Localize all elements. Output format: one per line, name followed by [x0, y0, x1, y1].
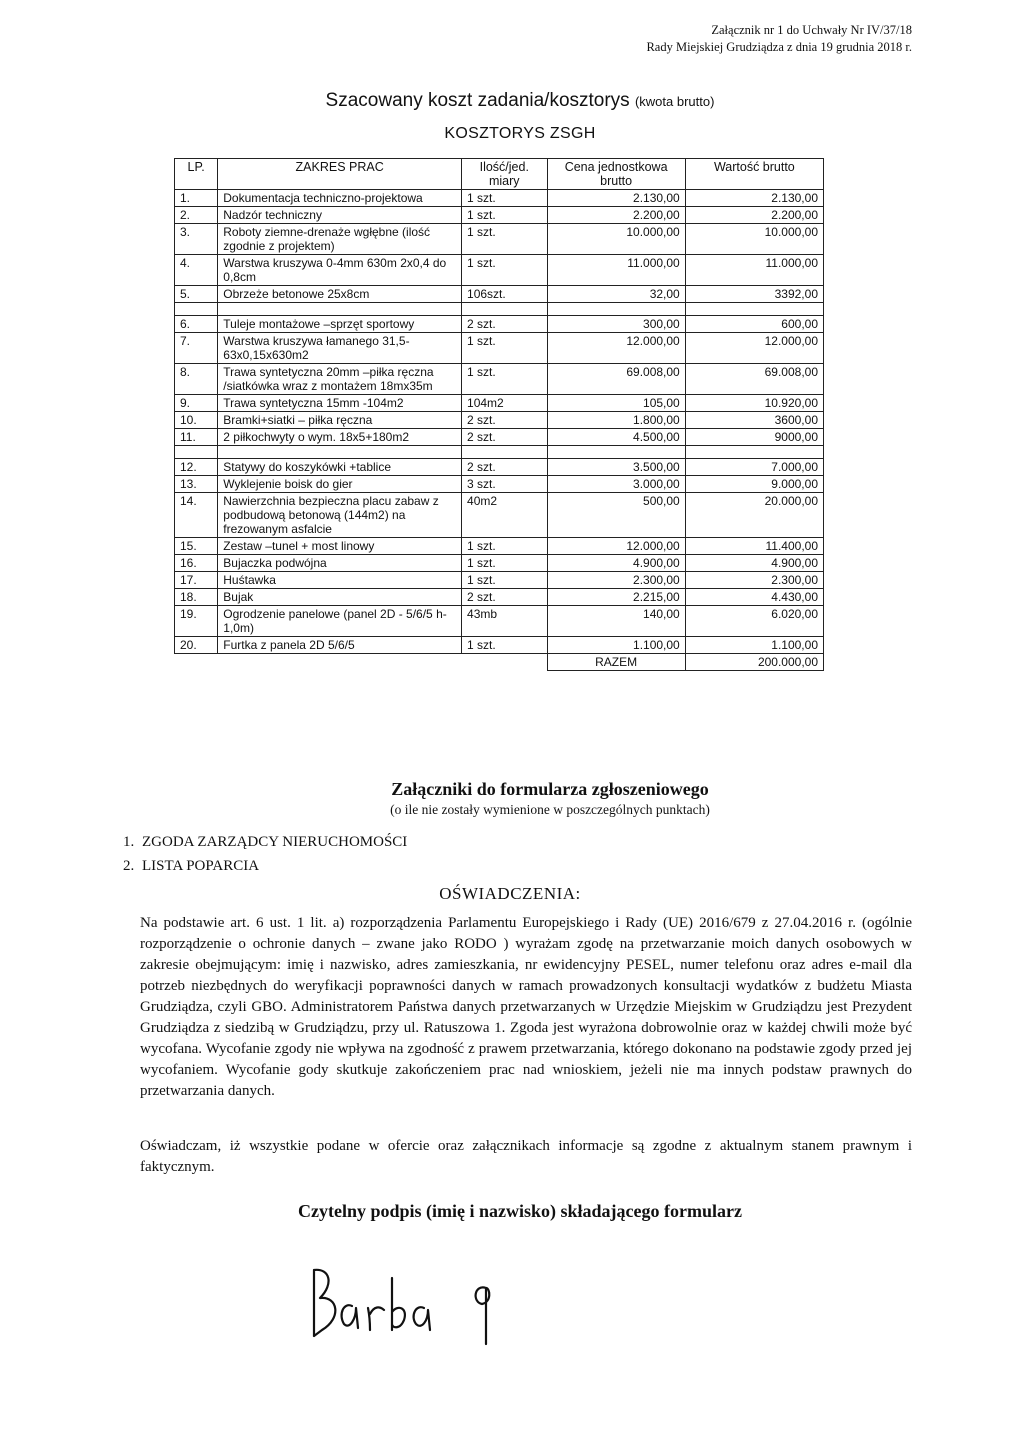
- table-row: [175, 395, 824, 412]
- sum-value: 200.000,00: [685, 654, 823, 671]
- attachment-item: 1. ZGODA ZARZĄDCY NIERUCHOMOŚCI: [138, 830, 407, 854]
- cell-total: 11.000,00: [685, 255, 823, 286]
- header-line-2: Rady Miejskiej Grudziądza z dnia 19 grudnia 2018 r.: [646, 40, 912, 54]
- cell-unit-price: 500,00: [547, 493, 685, 538]
- cell-lp: 4.: [175, 255, 218, 286]
- cell-lp: 11.: [175, 429, 218, 446]
- cell-lp: 13.: [175, 476, 218, 493]
- cell-scope: Warstwa kruszywa łamanego 31,5-63x0,15x630m2: [218, 333, 462, 364]
- cell-scope: 2 piłkochwyty o wym. 18x5+180m2: [218, 429, 462, 446]
- cost-title-main: Szacowany koszt zadania/kosztorys: [325, 90, 630, 111]
- cell-unit-price: 1.100,00: [547, 637, 685, 654]
- table-header-row: [175, 159, 824, 190]
- cell-lp: 3.: [175, 224, 218, 255]
- cell-scope: Zestaw –tunel + most linowy: [218, 538, 462, 555]
- cell-qty: 2 szt.: [462, 316, 547, 333]
- header-scope: ZAKRES PRAC: [218, 159, 462, 190]
- sum-empty-cell: [218, 654, 462, 671]
- cell-total: 10.000,00: [685, 224, 823, 255]
- cell-lp: 12.: [175, 459, 218, 476]
- table-spacer-row: [175, 303, 824, 316]
- spacer-cell: [685, 303, 823, 316]
- cell-lp: 15.: [175, 538, 218, 555]
- cell-unit-price: 11.000,00: [547, 255, 685, 286]
- cell-qty: 43mb: [462, 606, 547, 637]
- cell-scope: Huśtawka: [218, 572, 462, 589]
- table-row: [175, 286, 824, 303]
- table-sum-row: [175, 654, 824, 671]
- cost-table-body: [175, 190, 824, 671]
- cell-lp: 19.: [175, 606, 218, 637]
- table-row: [175, 255, 824, 286]
- cell-qty: 3 szt.: [462, 476, 547, 493]
- cell-qty: 2 szt.: [462, 459, 547, 476]
- cell-total: 4.900,00: [685, 555, 823, 572]
- cell-unit-price: 69.008,00: [547, 364, 685, 395]
- cost-table: [174, 158, 824, 671]
- cell-lp: 18.: [175, 589, 218, 606]
- gdpr-consent-paragraph: Na podstawie art. 6 ust. 1 lit. a) rozporządzenia Parlamentu Europejskiego i Rady (UE) 2016/679 z 27.04.2016 r. (ogólnie rozporządzenie o ochronie danych – zwane jako RODO ) wyrażam zgodę na przetwarzanie moich danych osobowych w zakresie obejmującym: imię i nazwisko, adres zamieszkania, nr ewidencyjny PESEL, numer telefonu oraz adres e-mail dla potrzeb niezbędnych do weryfikacji poprawności danych w ramach prowadzonych konsultacji wydatków z budżetu Miasta Grudziądza, czyli GBO. Administratorem Państwa danych przetwarzanych w Urzędzie Miejskim w Grudziądzu jest Prezydent Grudziądza z siedzibą w Grudziądzu, przy ul. Ratuszowa 1. Zgoda jest wyrażona dobrowolnie oraz w każdej chwili może być wycofana. Wycofanie zgody nie wpływa na zgodność z prawem przetwarzania, którego dokonano na podstawie zgody przed jej wycofaniem. Wycofanie gody skutkuje zakończeniem prac nad wnioskiem, jeżeli nie ma innych podstaw prawnych do przetwarzania danych.: [140, 915, 912, 1099]
- cell-scope: Warstwa kruszywa 0-4mm 630m 2x0,4 do 0,8cm: [218, 255, 462, 286]
- spacer-cell: [462, 303, 547, 316]
- cell-scope: Obrzeże betonowe 25x8cm: [218, 286, 462, 303]
- cell-scope: Trawa syntetyczna 20mm –piłka ręczna /siatkówka wraz z montażem 18mx35m: [218, 364, 462, 395]
- handwritten-signature: [300, 1258, 520, 1348]
- cell-scope: Statywy do koszykówki +tablice: [218, 459, 462, 476]
- sum-empty-cell: [462, 654, 547, 671]
- cell-unit-price: 2.300,00: [547, 572, 685, 589]
- header-total: Wartość brutto: [685, 159, 823, 190]
- cell-lp: 17.: [175, 572, 218, 589]
- cell-qty: 104m2: [462, 395, 547, 412]
- cell-total: 12.000,00: [685, 333, 823, 364]
- cell-qty: 1 szt.: [462, 255, 547, 286]
- header-unit-price: Cena jednostkowa brutto: [547, 159, 685, 190]
- spacer-cell: [462, 446, 547, 459]
- header-lp: LP.: [175, 159, 218, 190]
- document-header: [492, 22, 912, 56]
- cost-title-note: (kwota brutto): [634, 94, 715, 109]
- cell-lp: 5.: [175, 286, 218, 303]
- truthfulness-paragraph: Oświadczam, iż wszystkie podane w ofercie oraz załącznikach informacje są zgodne z aktualnym stanem prawnym i faktycznym.: [140, 1138, 912, 1175]
- cell-total: 20.000,00: [685, 493, 823, 538]
- table-row: [175, 459, 824, 476]
- table-row: [175, 493, 824, 538]
- cell-unit-price: 2.200,00: [547, 207, 685, 224]
- cell-total: 2.200,00: [685, 207, 823, 224]
- cell-qty: 1 szt.: [462, 572, 547, 589]
- table-row: [175, 190, 824, 207]
- table-row: [175, 589, 824, 606]
- cell-qty: 1 szt.: [462, 224, 547, 255]
- cell-qty: 1 szt.: [462, 364, 547, 395]
- cell-scope: Wyklejenie boisk do gier: [218, 476, 462, 493]
- cell-qty: 1 szt.: [462, 538, 547, 555]
- cell-total: 3392,00: [685, 286, 823, 303]
- cell-lp: 16.: [175, 555, 218, 572]
- spacer-cell: [175, 303, 218, 316]
- spacer-cell: [175, 446, 218, 459]
- cell-lp: 1.: [175, 190, 218, 207]
- table-row: [175, 572, 824, 589]
- cell-total: 9.000,00: [685, 476, 823, 493]
- table-row: [175, 412, 824, 429]
- cell-qty: 2 szt.: [462, 429, 547, 446]
- spacer-cell: [218, 303, 462, 316]
- cell-lp: 8.: [175, 364, 218, 395]
- cell-total: 10.920,00: [685, 395, 823, 412]
- cell-qty: 1 szt.: [462, 333, 547, 364]
- cell-total: 9000,00: [685, 429, 823, 446]
- table-row: [175, 207, 824, 224]
- cell-scope: Roboty ziemne-drenaże wgłębne (ilość zgodnie z projektem): [218, 224, 462, 255]
- cell-unit-price: 32,00: [547, 286, 685, 303]
- cell-scope: Nadzór techniczny: [218, 207, 462, 224]
- cell-lp: 20.: [175, 637, 218, 654]
- cell-total: 4.430,00: [685, 589, 823, 606]
- cell-scope: Trawa syntetyczna 15mm -104m2: [218, 395, 462, 412]
- sum-label: RAZEM: [547, 654, 685, 671]
- estimate-subtitle: KOSZTORYS ZSGH: [444, 125, 596, 142]
- cell-lp: 6.: [175, 316, 218, 333]
- cell-lp: 10.: [175, 412, 218, 429]
- sum-empty-cell: [175, 654, 218, 671]
- cell-total: 7.000,00: [685, 459, 823, 476]
- spacer-cell: [547, 446, 685, 459]
- cell-unit-price: 12.000,00: [547, 538, 685, 555]
- attachments-list: [118, 830, 407, 878]
- cell-scope: Ogrodzenie panelowe (panel 2D - 5/6/5 h-1,0m): [218, 606, 462, 637]
- header-line-1: Załącznik nr 1 do Uchwały Nr IV/37/18: [711, 23, 912, 37]
- cell-total: 1.100,00: [685, 637, 823, 654]
- table-row: [175, 606, 824, 637]
- signature-label: Czytelny podpis (imię i nazwisko) składającego formularz: [298, 1201, 742, 1221]
- cell-unit-price: 2.130,00: [547, 190, 685, 207]
- cell-total: 6.020,00: [685, 606, 823, 637]
- cell-qty: 2 szt.: [462, 412, 547, 429]
- cell-unit-price: 1.800,00: [547, 412, 685, 429]
- cell-total: 3600,00: [685, 412, 823, 429]
- cell-total: 11.400,00: [685, 538, 823, 555]
- spacer-cell: [547, 303, 685, 316]
- cell-lp: 9.: [175, 395, 218, 412]
- cell-lp: 14.: [175, 493, 218, 538]
- cell-unit-price: 2.215,00: [547, 589, 685, 606]
- cell-unit-price: 4.500,00: [547, 429, 685, 446]
- cell-scope: Tuleje montażowe –sprzęt sportowy: [218, 316, 462, 333]
- cell-total: 69.008,00: [685, 364, 823, 395]
- cell-unit-price: 10.000,00: [547, 224, 685, 255]
- table-spacer-row: [175, 446, 824, 459]
- cell-scope: Bramki+siatki – piłka ręczna: [218, 412, 462, 429]
- cell-unit-price: 3.500,00: [547, 459, 685, 476]
- cell-qty: 1 szt.: [462, 190, 547, 207]
- cell-scope: Bujaczka podwójna: [218, 555, 462, 572]
- table-row: [175, 476, 824, 493]
- table-row: [175, 429, 824, 446]
- spacer-cell: [218, 446, 462, 459]
- cell-qty: 1 szt.: [462, 637, 547, 654]
- spacer-cell: [685, 446, 823, 459]
- attachments-note: (o ile nie zostały wymienione w poszczególnych punktach): [390, 802, 710, 817]
- cost-title: [200, 90, 840, 112]
- header-qty: Ilość/jed. miary: [462, 159, 547, 190]
- attachment-item: 2. LISTA POPARCIA: [138, 854, 407, 878]
- table-row: [175, 224, 824, 255]
- cell-qty: 40m2: [462, 493, 547, 538]
- cell-qty: 1 szt.: [462, 555, 547, 572]
- table-row: [175, 333, 824, 364]
- table-row: [175, 316, 824, 333]
- cell-scope: Dokumentacja techniczno-projektowa: [218, 190, 462, 207]
- cell-lp: 2.: [175, 207, 218, 224]
- cell-qty: 1 szt.: [462, 207, 547, 224]
- cell-unit-price: 105,00: [547, 395, 685, 412]
- table-row: [175, 555, 824, 572]
- cell-scope: Furtka z panela 2D 5/6/5: [218, 637, 462, 654]
- cell-qty: 2 szt.: [462, 589, 547, 606]
- table-row: [175, 538, 824, 555]
- attachments-title: Załączniki do formularza zgłoszeniowego: [391, 779, 709, 799]
- cell-total: 600,00: [685, 316, 823, 333]
- cell-lp: 7.: [175, 333, 218, 364]
- cell-total: 2.300,00: [685, 572, 823, 589]
- cell-unit-price: 140,00: [547, 606, 685, 637]
- cell-unit-price: 300,00: [547, 316, 685, 333]
- cell-total: 2.130,00: [685, 190, 823, 207]
- cell-qty: 106szt.: [462, 286, 547, 303]
- table-row: [175, 637, 824, 654]
- declarations-title: OŚWIADCZENIA:: [439, 884, 581, 903]
- cell-unit-price: 12.000,00: [547, 333, 685, 364]
- cell-unit-price: 3.000,00: [547, 476, 685, 493]
- table-row: [175, 364, 824, 395]
- cell-unit-price: 4.900,00: [547, 555, 685, 572]
- cell-scope: Nawierzchnia bezpieczna placu zabaw z podbudową betonową (144m2) na frezowanym asfalcie: [218, 493, 462, 538]
- cell-scope: Bujak: [218, 589, 462, 606]
